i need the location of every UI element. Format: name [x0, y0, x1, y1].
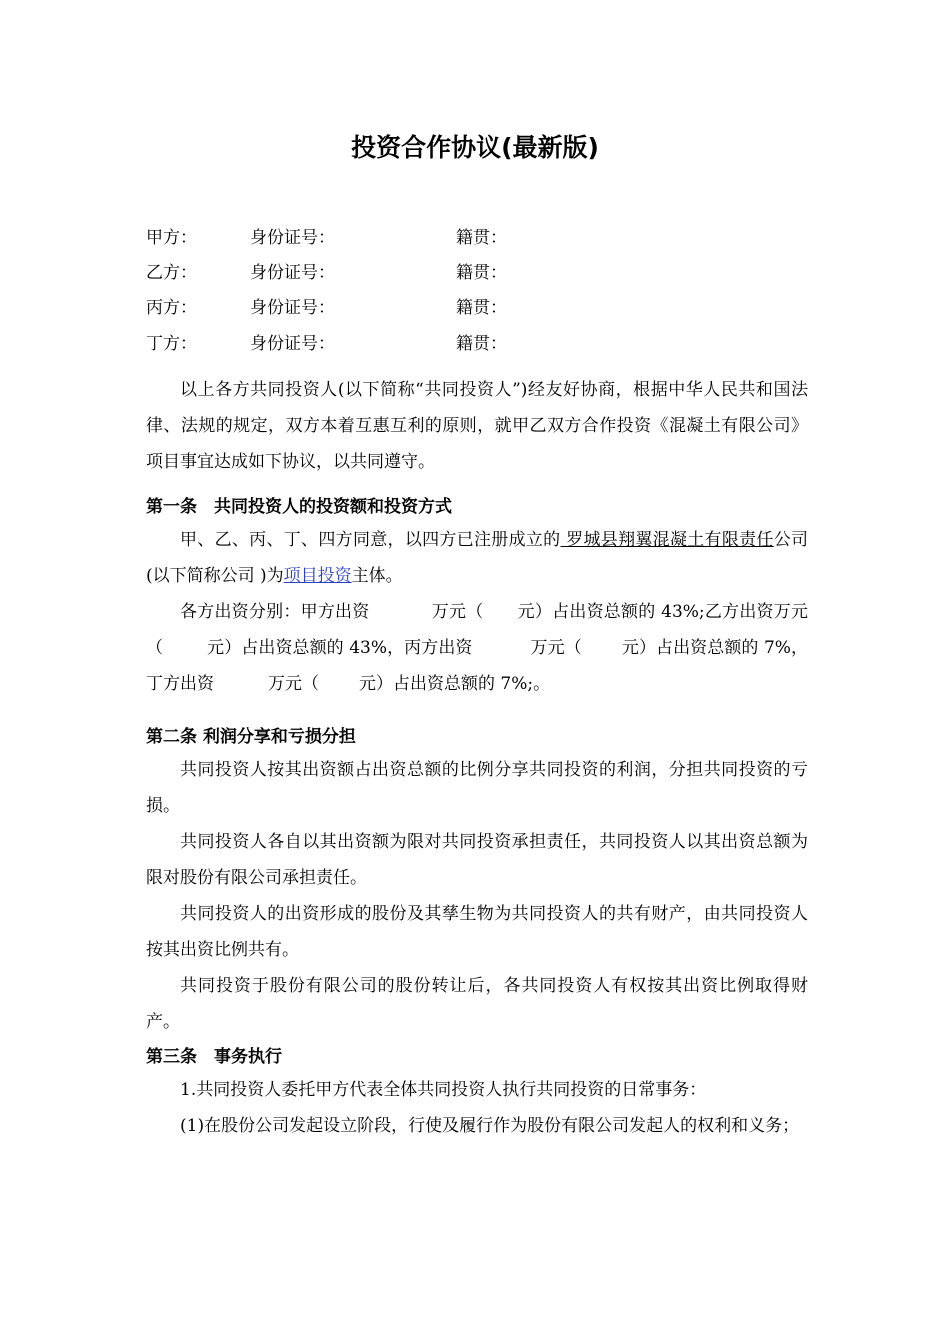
text-run: 主体。: [351, 566, 403, 586]
id-number-label: 身份证号：: [250, 298, 335, 318]
intro-paragraph: 以上各方共同投资人(以下简称“共同投资人”)经友好协商，根据中华人民共和国法律、法规的规定，双方本着互惠互利的原则，就甲乙双方合作投资《混凝土有限公司》项目事宜达成如下协议，以共同遵守。: [146, 380, 808, 472]
article-2-heading: 第二条 利润分享和亏损分担: [146, 727, 356, 747]
article-3-heading: 第三条 事务执行: [146, 1047, 282, 1067]
text-run: 甲、乙、丙、丁、四方同意，以四方已注册成立的: [180, 530, 561, 550]
article-1-heading: 第一条 共同投资人的投资额和投资方式: [146, 497, 452, 517]
article-2-paragraph: 共同投资人各自以其出资额为限对共同投资承担责任，共同投资人以其出资总额为限对股份有限公司承担责任。: [146, 832, 808, 888]
origin-label: 籍贯：: [456, 298, 507, 318]
document-body: [146, 372, 808, 1144]
text-run: 公司(以下简称公司 )为: [146, 530, 809, 586]
article-2-paragraph: 共同投资人按其出资额占出资总额的比例分享共同投资的利润，分担共同投资的亏损。: [146, 760, 808, 816]
id-number-label: 身份证号：: [250, 263, 335, 283]
id-number-label: 身份证号：: [250, 228, 335, 248]
text-run: 万元（: [146, 602, 809, 658]
text-run: 万元（: [530, 638, 582, 658]
text-run: 万元（: [268, 674, 319, 694]
article-1-paragraph-1: [146, 522, 808, 594]
party-label: 甲方：: [146, 228, 197, 248]
text-run: 各方出资分别：甲方出资: [180, 602, 370, 622]
origin-label: 籍贯：: [456, 228, 507, 248]
id-number-label: 身份证号：: [250, 334, 335, 354]
article-2-paragraph: 共同投资人的出资形成的股份及其孳生物为共同投资人的共有财产，由共同投资人按其出资比例共有。: [146, 904, 808, 960]
article-2-paragraph: 共同投资于股份有限公司的股份转让后，各共同投资人有权按其出资比例取得财产。: [146, 976, 808, 1032]
party-label: 乙方：: [146, 263, 197, 283]
project-investment-link[interactable]: 项目投资: [283, 566, 352, 586]
company-name: 罗城县翔翼混凝土有限责任: [560, 530, 774, 550]
origin-label: 籍贯：: [456, 263, 507, 283]
article-3-paragraph: 1.共同投资人委托甲方代表全体共同投资人执行共同投资的日常事务：: [180, 1080, 707, 1100]
document-title: 投资合作协议(最新版): [351, 133, 599, 162]
article-1-paragraph-2: [146, 594, 808, 702]
text-run: 的 7%，丁方出资: [146, 638, 809, 694]
text-run: 元）占出资总额的 43%，丙方出资: [207, 638, 473, 658]
text-run: 元）占出资总额: [621, 638, 742, 658]
text-run: 元）占出资总额的 7%;。: [359, 674, 551, 694]
text-run: 万元（: [431, 602, 484, 622]
article-3-paragraph: (1)在股份公司发起设立阶段，行使及履行作为股份有限公司发起人的权利和义务；: [180, 1116, 800, 1136]
party-label: 丙方：: [146, 298, 197, 318]
text-run: 元）占出资总额的 43%;乙方出资: [517, 602, 774, 622]
party-label: 丁方：: [146, 334, 197, 354]
origin-label: 籍贯：: [456, 334, 507, 354]
